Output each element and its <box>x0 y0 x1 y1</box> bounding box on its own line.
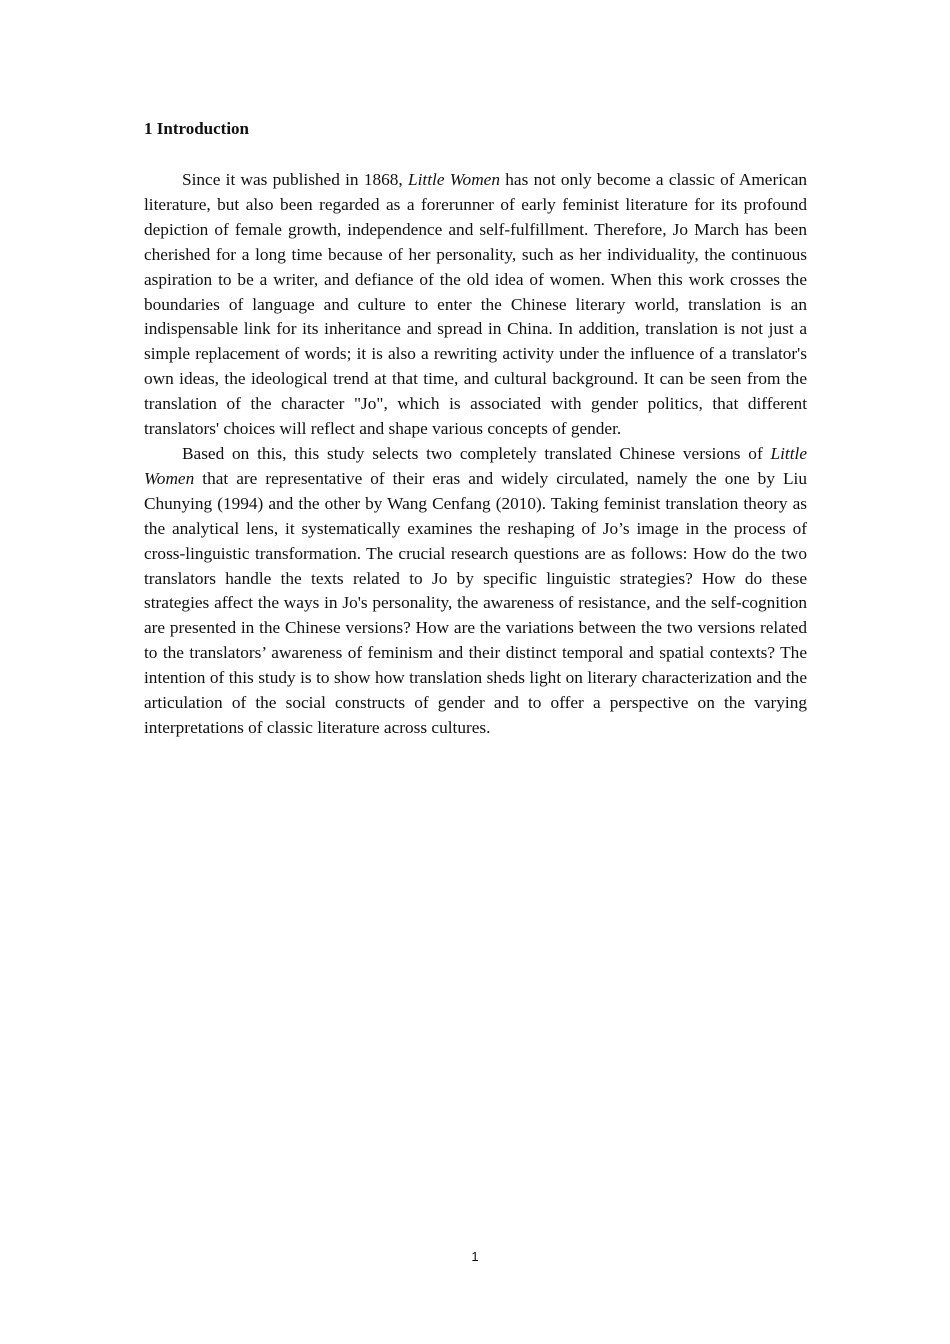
book-title-italic: Little Women <box>144 443 807 488</box>
paragraph-2-text-b: that are representative of their eras and widely circulated, namely the one by Liu Chunying (1994) and the other by Wang Cenfang (2010). Taking feminist translation theory as the analytical lens, it systematically examines the reshaping of Jo’s image in the process of cross-linguistic transformation. The crucial research questions are as follows: How do the two translators handle the texts related to Jo by specific linguistic strategies? How do these strategies affect the ways in Jo's personality, the awareness of resistance, and the self-cognition are presented in the Chinese versions? How are the variations between the two versions related to the translators’ awareness of feminism and their distinct temporal and spatial contexts? The intention of this study is to show how translation sheds light on literary characterization and the articulation of the social constructs of gender and to offer a perspective on the varying interpretations of classic literature across cultures. <box>144 468 807 737</box>
paragraph-1 <box>144 168 807 442</box>
page-number: 1 <box>471 1249 479 1264</box>
book-title-italic: Little Women <box>408 170 500 189</box>
paragraph-2 <box>144 442 807 741</box>
body-text <box>144 168 807 741</box>
section-heading: 1 Introduction <box>144 119 250 138</box>
paragraph-1-text-b: has not only become a classic of American literature, but also been regarded as a forerunner of early feminist literature for its profound depiction of female growth, independence and self-fulfillment. Therefore, Jo March has been cherished for a long time because of her personality, such as her individuality, the continuous aspiration to be a writer, and defiance of the old idea of women. When this work crosses the boundaries of language and culture to enter the Chinese literary world, translation is an indispensable link for its inheritance and spread in China. In addition, translation is not just a simple replacement of words; it is also a rewriting activity under the influence of a translator's own ideas, the ideological trend at that time, and cultural background. It can be seen from the translation of the character "Jo", which is associated with gender politics, that different translators' choices will reflect and shape various concepts of gender. <box>144 170 808 439</box>
paragraph-2-text-a: Based on this, this study selects two completely translated Chinese versions of <box>182 443 771 463</box>
paragraph-1-text-a: Since it was published in 1868, <box>182 170 408 189</box>
